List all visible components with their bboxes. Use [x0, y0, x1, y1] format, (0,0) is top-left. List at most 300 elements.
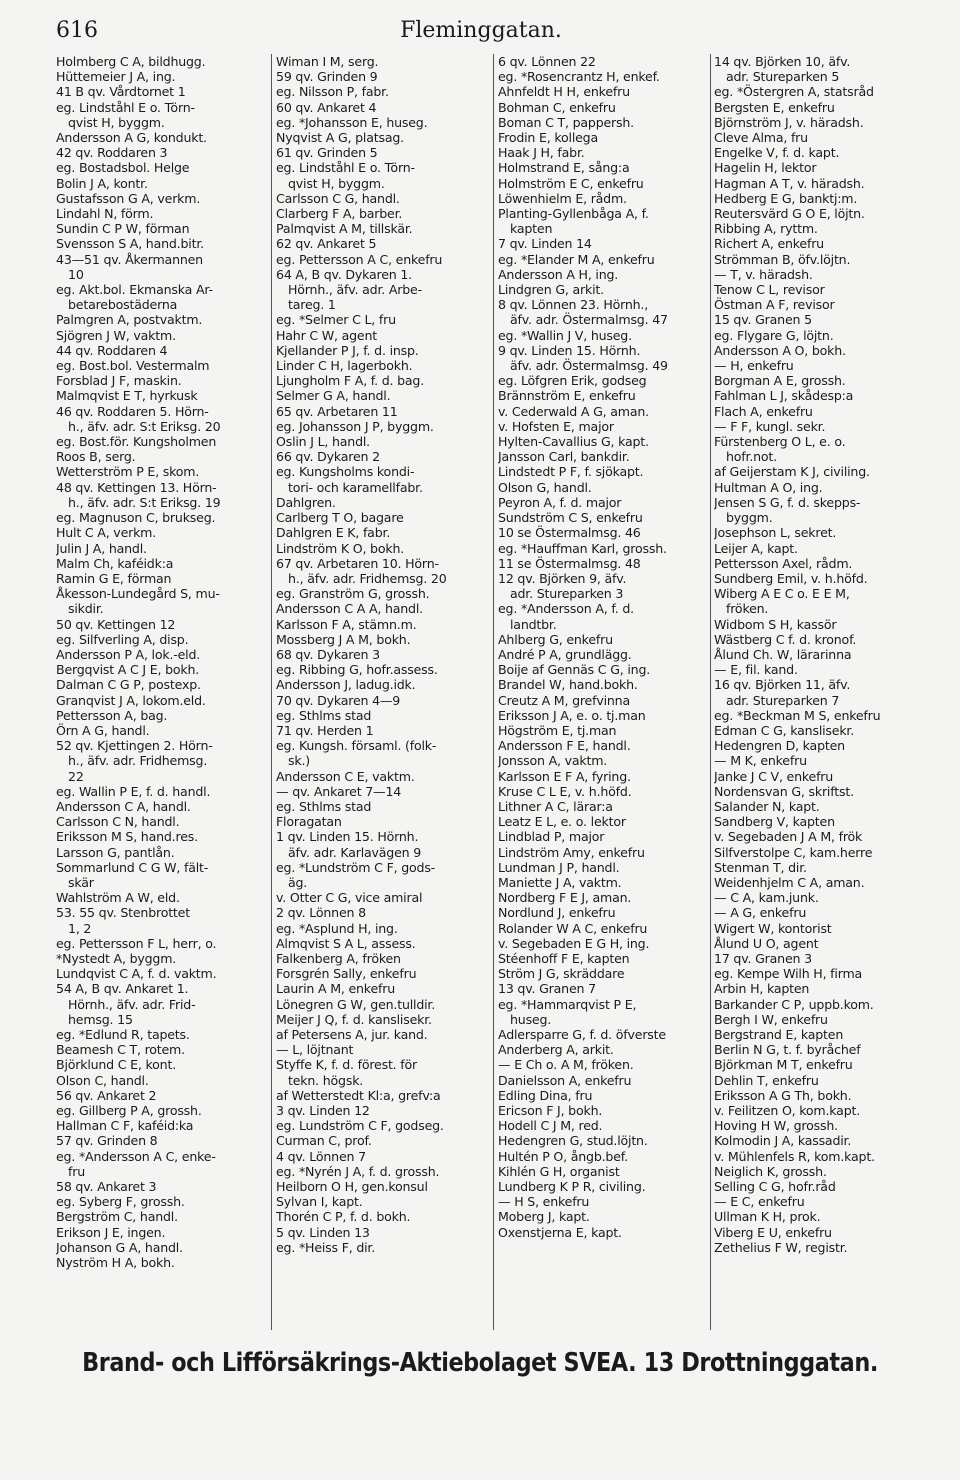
directory-line: landtbr. [510, 616, 557, 632]
directory-line: — E, fil. kand. [714, 662, 798, 678]
directory-line: Lönegren G W, gen.tulldir. [276, 996, 436, 1012]
directory-line: — C A, kam.junk. [714, 890, 819, 906]
street-title: Fleminggatan. [400, 18, 562, 43]
directory-line: Linder C H, lagerbokh. [276, 358, 413, 374]
directory-line: v. Mühlenfels R, kom.kapt. [714, 1148, 875, 1164]
directory-line: Jansson Carl, bankdir. [498, 449, 630, 465]
directory-line: huseg. [510, 1011, 552, 1027]
directory-line: eg. *Elander M A, enkefru [498, 251, 655, 267]
directory-line: Östman A F, revisor [714, 297, 835, 313]
directory-line: Almqvist S A L, assess. [276, 935, 416, 951]
directory-line: 71 qv. Herden 1 [276, 722, 374, 738]
directory-line: Johanson G A, handl. [56, 1239, 183, 1255]
directory-line: Creutz A M, grefvinna [498, 692, 630, 708]
directory-line: Styffe K, f. d. förest. för [276, 1057, 418, 1073]
advertisement-footer: Brand- och Lifförsäkrings-Aktiebolaget SVEA. 13 Drottninggatan. [82, 1348, 878, 1378]
directory-line: Palmqvist A M, tillskär. [276, 221, 413, 237]
directory-line: eg. *Selmer C L, fru [276, 312, 396, 328]
directory-line: äfv. adr. Östermalmsg. 47 [510, 312, 668, 328]
directory-line: Andersson A O, bokh. [714, 342, 846, 358]
directory-line: Lindstedt P F, f. sjökapt. [498, 464, 644, 480]
column-4 [714, 54, 926, 1330]
directory-line: Flach A, enkefru [714, 403, 813, 419]
directory-line: eg. Lundström C F, godseg. [276, 1118, 444, 1134]
directory-line: Maniette J A, vaktm. [498, 874, 622, 890]
directory-line: Ahlberg G, enkefru [498, 631, 613, 647]
directory-line: 46 qv. Roddaren 5. Hörn- [56, 403, 209, 419]
directory-line: Nordlund J, enkefru [498, 905, 616, 921]
directory-line: Andersson J, ladug.idk. [276, 677, 416, 693]
directory-line: Hüttemeier J A, ing. [56, 69, 176, 85]
directory-line: Pettersson A, bag. [56, 707, 168, 723]
column-divider [493, 54, 494, 1330]
directory-line: *Nystedt A, byggm. [56, 950, 177, 966]
directory-line: v. Segebaden E G H, ing. [498, 935, 650, 951]
directory-line: Carlsson C G, handl. [276, 190, 400, 206]
column-2 [276, 54, 488, 1330]
directory-line: 68 qv. Dykaren 3 [276, 646, 380, 662]
directory-line: Hörnh., äfv. adr. Arbe- [288, 282, 422, 298]
directory-line: eg. Magnuson C, brukseg. [56, 510, 216, 526]
directory-line: Löwenhielm E, rådm. [498, 190, 627, 206]
directory-line: Sandberg V, kapten [714, 814, 835, 830]
directory-line: — E Ch o. A M, fröken. [498, 1057, 634, 1073]
directory-line: Stenman T, dir. [714, 859, 807, 875]
directory-line: Boman C T, pappersh. [498, 114, 634, 130]
directory-line: eg. *Andersson A C, enke- [56, 1148, 216, 1164]
directory-line: Strömman B, öfv.löjtn. [714, 251, 851, 267]
directory-line: Peyron A, f. d. major [498, 494, 622, 510]
directory-line: Fahlman L J, skådesp:a [714, 388, 854, 404]
directory-line: Hörnh., äfv. adr. Frid- [68, 996, 196, 1012]
directory-line: 54 A, B qv. Ankaret 1. [56, 981, 189, 997]
directory-line: Selling C G, hofr.råd [714, 1179, 836, 1195]
column-1 [56, 54, 268, 1330]
directory-line: qvist H, byggm. [68, 114, 165, 130]
directory-line: 3 qv. Linden 12 [276, 1103, 370, 1119]
directory-line: 22 [68, 768, 84, 784]
directory-line: Nyström H A, bokh. [56, 1255, 175, 1271]
directory-line: Sundberg Emil, v. h.höfd. [714, 570, 868, 586]
directory-line: Björnström J, v. häradsh. [714, 114, 864, 130]
directory-line: eg. Sthlms stad [276, 707, 372, 723]
directory-line: v. Segebaden J A M, frök [714, 829, 863, 845]
directory-line: Hodell C J M, red. [498, 1118, 603, 1134]
directory-line: 57 qv. Grinden 8 [56, 1133, 158, 1149]
directory-line: eg. *Östergren A, statsråd [714, 84, 874, 100]
column-divider [710, 54, 711, 1330]
directory-line: Bergh I W, enkefru [714, 1011, 828, 1027]
directory-line: tekn. högsk. [288, 1072, 364, 1088]
directory-line: — H, enkefru [714, 358, 794, 374]
directory-line: eg. *Johansson E, huseg. [276, 114, 428, 130]
directory-line: Bergsten E, enkefru [714, 99, 835, 115]
directory-line: Beamesh C T, rotem. [56, 1042, 185, 1058]
directory-line: eg. Bost.bol. Vestermalm [56, 358, 210, 374]
directory-line: Bergstrand E, kapten [714, 1027, 844, 1042]
directory-line: Hagman A T, v. häradsh. [714, 175, 865, 191]
directory-line: af Petersens A, jur. kand. [276, 1027, 428, 1042]
directory-line: eg. Lindståhl E o. Törn- [276, 160, 415, 176]
directory-line: eg. Wallin P E, f. d. handl. [56, 783, 211, 799]
directory-line: Eriksson J A, e. o. tj.man [498, 707, 646, 723]
directory-line: Hultén P O, ångb.bef. [498, 1148, 628, 1164]
directory-line: eg. *Heiss F, dir. [276, 1239, 376, 1255]
directory-line: 56 qv. Ankaret 2 [56, 1087, 157, 1103]
directory-line: Malm Ch, kaféidk:a [56, 555, 174, 571]
directory-line: Hagelin H, lektor [714, 160, 817, 176]
directory-line: eg. Sthlms stad [276, 798, 372, 814]
directory-line: eg. *Hammarqvist P E, [498, 996, 637, 1012]
directory-line: Silfverstolpe C, kam.herre [714, 844, 873, 860]
directory-line: Curman C, prof. [276, 1133, 372, 1149]
directory-line: Hult C A, verkm. [56, 525, 157, 541]
directory-line: Andersson A H, ing. [498, 266, 619, 282]
directory-line: Falkenberg A, fröken [276, 950, 401, 966]
directory-line: 70 qv. Dykaren 4—9 [276, 692, 401, 708]
directory-line: byggm. [726, 510, 773, 526]
directory-line: Hultman A O, ing. [714, 479, 823, 495]
directory-line: eg. *Edlund R, tapets. [56, 1027, 190, 1042]
directory-line: Ribbing A, ryttm. [714, 221, 818, 237]
directory-line: Borgman A E, grossh. [714, 373, 846, 389]
directory-line: 61 qv. Grinden 5 [276, 145, 378, 161]
directory-line: Sundström C S, enkefru [498, 510, 643, 526]
directory-line: Moberg J, kapt. [498, 1209, 590, 1225]
directory-line: Kruse C L E, v. h.höfd. [498, 783, 632, 799]
directory-line: Lindgren G, arkit. [498, 282, 604, 298]
directory-line: Frodin E, kollega [498, 130, 598, 146]
directory-line: eg. Kempe Wilh H, firma [714, 966, 863, 982]
directory-line: Hylten-Cavallius G, kapt. [498, 434, 649, 450]
directory-line: qvist H, byggm. [288, 175, 385, 191]
directory-line: Stéenhoff F E, kapten [498, 950, 630, 966]
directory-line: Hallman C F, kaféid:ka [56, 1118, 194, 1134]
directory-line: Örn A G, handl. [56, 722, 150, 738]
directory-line: Svensson S A, hand.bitr. [56, 236, 204, 252]
directory-line: eg. Kungsholms kondi- [276, 464, 415, 480]
directory-line: Forsgrén Sally, enkefru [276, 966, 417, 982]
directory-line: Malmqvist E T, hyrkusk [56, 388, 198, 404]
directory-line: hemsg. 15 [68, 1011, 133, 1027]
directory-line: Palmgren A, postvaktm. [56, 312, 203, 328]
directory-line: 43—51 qv. Åkermannen [56, 251, 203, 267]
directory-line: eg. Akt.bol. Ekmanska Ar- [56, 282, 213, 298]
directory-line: 65 qv. Arbetaren 11 [276, 403, 398, 419]
directory-line: 14 qv. Björken 10, äfv. [714, 54, 851, 69]
directory-line: Engelke V, f. d. kapt. [714, 145, 840, 161]
directory-line: Wetterström P E, skom. [56, 464, 200, 480]
directory-line: Barkander C P, uppb.kom. [714, 996, 874, 1012]
directory-line: Neiglich K, grossh. [714, 1163, 827, 1179]
directory-line: hofr.not. [726, 449, 777, 465]
directory-line: Kjellander P J, f. d. insp. [276, 342, 419, 358]
directory-line: Wiberg A E C o. E E M, [714, 586, 850, 602]
directory-line: h., äfv. adr. S:t Eriksg. 20 [68, 418, 221, 434]
directory-line: Rolander W A C, enkefru [498, 920, 648, 936]
directory-line: eg. Granström G, grossh. [276, 586, 430, 602]
directory-line: Andersson P A, lok.-eld. [56, 646, 201, 662]
directory-line: Holmstrand E, sång:a [498, 160, 630, 176]
directory-line: 12 qv. Björken 9, äfv. [498, 570, 627, 586]
directory-line: 10 se Östermalmsg. 46 [498, 525, 641, 541]
directory-line: Bohman C, enkefru [498, 99, 616, 115]
directory-line: eg. Löfgren Erik, godseg [498, 373, 647, 389]
directory-line: Laurin A M, enkefru [276, 981, 395, 997]
directory-line: sikdir. [68, 601, 104, 617]
directory-line: — qv. Ankaret 7—14 [276, 783, 402, 799]
directory-line: eg. *Rosencrantz H, enkef. [498, 69, 660, 85]
directory-line: Karlsson E F A, fyring. [498, 768, 631, 784]
directory-line: Weidenhjelm C A, aman. [714, 874, 865, 890]
directory-line: 17 qv. Granen 3 [714, 950, 812, 966]
directory-line: adr. Stureparken 5 [726, 69, 840, 85]
directory-line: Ericson F J, bokh. [498, 1103, 603, 1119]
directory-line: — M K, enkefru [714, 753, 807, 769]
directory-line: Anderberg A, arkit. [498, 1042, 614, 1058]
directory-line: 41 B qv. Vårdtornet 1 [56, 84, 186, 100]
directory-line: 13 qv. Granen 7 [498, 981, 596, 997]
directory-line: Dalman C G P, postexp. [56, 677, 201, 693]
directory-line: Jonsson A, vaktm. [498, 753, 608, 769]
directory-line: Viberg E U, enkefru [714, 1224, 832, 1240]
directory-line: Roos B, serg. [56, 449, 136, 465]
directory-line: Carlsson C N, handl. [56, 814, 180, 830]
directory-line: Wigert W, kontorist [714, 920, 832, 936]
directory-line: Nyqvist A G, platsag. [276, 130, 404, 146]
directory-line: Leatz E L, e. o. lektor [498, 814, 626, 830]
directory-line: v. Feilitzen O, kom.kapt. [714, 1103, 861, 1119]
directory-line: Ljungholm F A, f. d. bag. [276, 373, 425, 389]
directory-line: Haak J H, fabr. [498, 145, 585, 161]
directory-line: af Geijerstam K J, civiling. [714, 464, 870, 480]
directory-line: eg. Johansson J P, byggm. [276, 418, 434, 434]
directory-line: Kolmodin J A, kassadir. [714, 1133, 852, 1149]
directory-line: adr. Stureparken 7 [726, 692, 840, 708]
directory-line: Boije af Gennäs C G, ing. [498, 662, 651, 678]
directory-line: Granqvist J A, lokom.eld. [56, 692, 206, 708]
directory-line: 7 qv. Linden 14 [498, 236, 592, 252]
directory-line: v. Otter C G, vice amiral [276, 890, 423, 906]
directory-line: Zethelius F W, registr. [714, 1239, 848, 1255]
page-header [56, 18, 906, 46]
directory-line: sk.) [288, 753, 310, 769]
directory-line: Ramin G E, förman [56, 570, 172, 586]
directory-line: tareg. 1 [288, 297, 336, 313]
directory-line: Oslin J L, handl. [276, 434, 370, 450]
directory-line: Selmer G A, handl. [276, 388, 391, 404]
directory-line: Arbin H, kapten [714, 981, 810, 997]
directory-line: Dahlgren. [276, 494, 336, 510]
directory-line: eg. Gillberg P A, grossh. [56, 1103, 202, 1119]
directory-line: Andersson F E, handl. [498, 738, 631, 754]
directory-line: Reutersvärd G O E, löjtn. [714, 206, 865, 222]
directory-line: Gustafsson G A, verkm. [56, 190, 201, 206]
directory-line: eg. *Asplund H, ing. [276, 920, 398, 936]
directory-line: 8 qv. Lönnen 23. Hörnh., [498, 297, 649, 313]
directory-line: Bergström C, handl. [56, 1209, 178, 1225]
directory-line: eg. *Andersson A, f. d. [498, 601, 634, 617]
directory-line: Ullman K H, prok. [714, 1209, 821, 1225]
directory-line: eg. Pettersson F L, herr, o. [56, 935, 217, 951]
directory-line: 2 qv. Lönnen 8 [276, 905, 366, 921]
directory-line: Nordensvan G, skriftst. [714, 783, 854, 799]
directory-line: eg. *Beckman M S, enkefru [714, 707, 881, 723]
directory-line: 53. 55 qv. Stenbrottet [56, 905, 190, 921]
directory-line: Ålund U O, agent [714, 935, 819, 951]
directory-line: Meijer J Q, f. d. kanslisekr. [276, 1011, 432, 1027]
directory-line: — L, löjtnant [276, 1042, 354, 1058]
directory-line: André P A, grundlägg. [498, 646, 632, 662]
directory-line: Lindblad P, major [498, 829, 605, 845]
directory-line: Edman C G, kanslisekr. [714, 722, 855, 738]
directory-line: Fürstenberg O L, e. o. [714, 434, 846, 450]
directory-line: Olson G, handl. [498, 479, 592, 495]
directory-line: äg. [288, 874, 308, 890]
directory-line: Lindström Amy, enkefru [498, 844, 645, 860]
directory-line: eg. Kungsh. församl. (folk- [276, 738, 437, 754]
directory-line: Åkesson-Lundegård S, mu- [56, 586, 220, 602]
directory-line: Brandel W, hand.bokh. [498, 677, 638, 693]
directory-line: 52 qv. Kjettingen 2. Hörn- [56, 738, 213, 754]
directory-line: eg. *Lundström C F, gods- [276, 859, 436, 875]
directory-line: Wästberg C f. d. kronof. [714, 631, 857, 647]
directory-line: Andersson C A A, handl. [276, 601, 423, 617]
directory-line: Sjögren J W, vaktm. [56, 327, 176, 343]
directory-line: 62 qv. Ankaret 5 [276, 236, 377, 252]
directory-line: 16 qv. Björken 11, äfv. [714, 677, 851, 693]
directory-line: — H S, enkefru [498, 1194, 590, 1210]
directory-line: Josephson L, sekret. [714, 525, 837, 541]
directory-line: Andersson A G, kondukt. [56, 130, 207, 146]
directory-line: h., äfv. adr. S:t Eriksg. 19 [68, 494, 221, 510]
directory-line: h., äfv. adr. Fridhemsg. 20 [288, 570, 447, 586]
directory-line: eg. Flygare G, löjtn. [714, 327, 834, 343]
directory-line: Wahlström A W, eld. [56, 890, 180, 906]
directory-line: Hedberg E G, banktj:m. [714, 190, 858, 206]
directory-line: 15 qv. Granen 5 [714, 312, 812, 328]
directory-line: Hedengren G, stud.löjtn. [498, 1133, 648, 1149]
directory-line: eg. Nilsson P, fabr. [276, 84, 389, 100]
directory-line: Sylvan I, kapt. [276, 1194, 363, 1210]
directory-line: eg. Syberg F, grossh. [56, 1194, 185, 1210]
directory-line: 5 qv. Linden 13 [276, 1224, 370, 1240]
directory-line: 67 qv. Arbetaren 10. Hörn- [276, 555, 439, 571]
directory-line: 50 qv. Kettingen 12 [56, 616, 176, 632]
column-divider [271, 54, 272, 1330]
directory-line: Thorén C P, f. d. bokh. [276, 1209, 411, 1225]
directory-line: eg. Bostadsbol. Helge [56, 160, 190, 176]
directory-line: Dehlin T, enkefru [714, 1072, 819, 1088]
directory-line: 11 se Östermalmsg. 48 [498, 555, 641, 571]
directory-line: Lithner A C, lärar:a [498, 798, 613, 814]
directory-line: skär [68, 874, 94, 890]
directory-line: — E C, enkefru [714, 1194, 805, 1210]
directory-line: äfv. adr. Karlavägen 9 [288, 844, 422, 860]
directory-line: Berlin N G, t. f. byråchef [714, 1042, 861, 1058]
directory-line: eg. *Nyrén J A, f. d. grossh. [276, 1163, 440, 1179]
directory-line: Larsson G, pantlån. [56, 844, 175, 860]
directory-line: eg. *Hauffman Karl, grossh. [498, 540, 667, 556]
directory-line: Jensen S G, f. d. skepps- [714, 494, 861, 510]
directory-line: h., äfv. adr. Fridhemsg. [68, 753, 208, 769]
directory-line: eg. Silfverling A, disp. [56, 631, 189, 647]
directory-line: 60 qv. Ankaret 4 [276, 99, 377, 115]
directory-line: Björklund C E, kont. [56, 1057, 177, 1073]
directory-line: Bolin J A, kontr. [56, 175, 148, 191]
directory-line: 42 qv. Roddaren 3 [56, 145, 168, 161]
directory-line: Sundin C P W, förman [56, 221, 190, 237]
directory-line: 10 [68, 266, 84, 282]
directory-line: Cleve Alma, fru [714, 130, 808, 146]
directory-line: Adlersparre G, f. d. öfverste [498, 1027, 666, 1042]
directory-line: 64 A, B qv. Dykaren 1. [276, 266, 412, 282]
directory-line: äfv. adr. Östermalmsg. 49 [510, 358, 668, 374]
directory-line: v. Cederwald A G, aman. [498, 403, 649, 419]
directory-line: 66 qv. Dykaren 2 [276, 449, 380, 465]
directory-line: Forsblad J F, maskin. [56, 373, 182, 389]
directory-line: Floragatan [276, 814, 342, 830]
directory-line: 1, 2 [68, 920, 92, 936]
directory-line: Högström E, tj.man [498, 722, 617, 738]
directory-line: 1 qv. Linden 15. Hörnh. [276, 829, 419, 845]
directory-line: Clarberg F A, barber. [276, 206, 403, 222]
directory-line: Pettersson Axel, rådm. [714, 555, 853, 571]
page-number: 616 [56, 18, 98, 43]
directory-line: tori- och karamellfabr. [288, 479, 423, 495]
directory-line: Oxenstjerna E, kapt. [498, 1224, 622, 1240]
directory-line: — A G, enkefru [714, 905, 807, 921]
directory-line: Lundqvist C A, f. d. vaktm. [56, 966, 217, 982]
directory-line: eg. Pettersson A C, enkefru [276, 251, 443, 267]
directory-line: Erikson J E, ingen. [56, 1224, 166, 1240]
directory-line: 4 qv. Lönnen 7 [276, 1148, 366, 1164]
directory-line: Edling Dina, fru [498, 1087, 593, 1103]
directory-line: Richert A, enkefru [714, 236, 824, 252]
directory-line: Eriksson A G Th, bokh. [714, 1087, 852, 1103]
column-3 [498, 54, 710, 1330]
directory-line: Olson C, handl. [56, 1072, 149, 1088]
directory-line: — T, v. häradsh. [714, 266, 813, 282]
directory-line: Heilborn O H, gen.konsul [276, 1179, 428, 1195]
directory-line: Wiman I M, serg. [276, 54, 379, 69]
directory-line: af Wetterstedt Kl:a, grefv:a [276, 1087, 441, 1103]
directory-line: Holmström E C, enkefru [498, 175, 644, 191]
directory-line: Andersson C A, handl. [56, 798, 191, 814]
directory-line: eg. Bost.för. Kungsholmen [56, 434, 217, 450]
directory-line: eg. Lindståhl E o. Törn- [56, 99, 195, 115]
directory-line: Hedengren D, kapten [714, 738, 845, 754]
directory-line: fru [68, 1163, 85, 1179]
directory-line: Hahr C W, agent [276, 327, 377, 343]
directory-line: 59 qv. Grinden 9 [276, 69, 378, 85]
directory-line: Ålund Ch. W, lärarinna [714, 646, 852, 662]
directory-line: Widbom S H, kassör [714, 616, 837, 632]
directory-line: Karlsson F A, stämn.m. [276, 616, 417, 632]
directory-line: — F F, kungl. sekr. [714, 418, 826, 434]
directory-line: Lundman J P, handl. [498, 859, 620, 875]
directory-line: Nordberg F E J, aman. [498, 890, 632, 906]
directory-line: Lindahl N, förm. [56, 206, 154, 222]
directory-line: Lindström K O, bokh. [276, 540, 405, 556]
directory-line: Danielsson A, enkefru [498, 1072, 632, 1088]
directory-line: Sommarlund C G W, fält- [56, 859, 209, 875]
directory-line: v. Hofsten E, major [498, 418, 614, 434]
directory-line: Ström J G, skräddare [498, 966, 625, 982]
directory-line: fröken. [726, 601, 769, 617]
directory-line: Mossberg J A M, bokh. [276, 631, 411, 647]
directory-line: Kihlén G H, organist [498, 1163, 620, 1179]
